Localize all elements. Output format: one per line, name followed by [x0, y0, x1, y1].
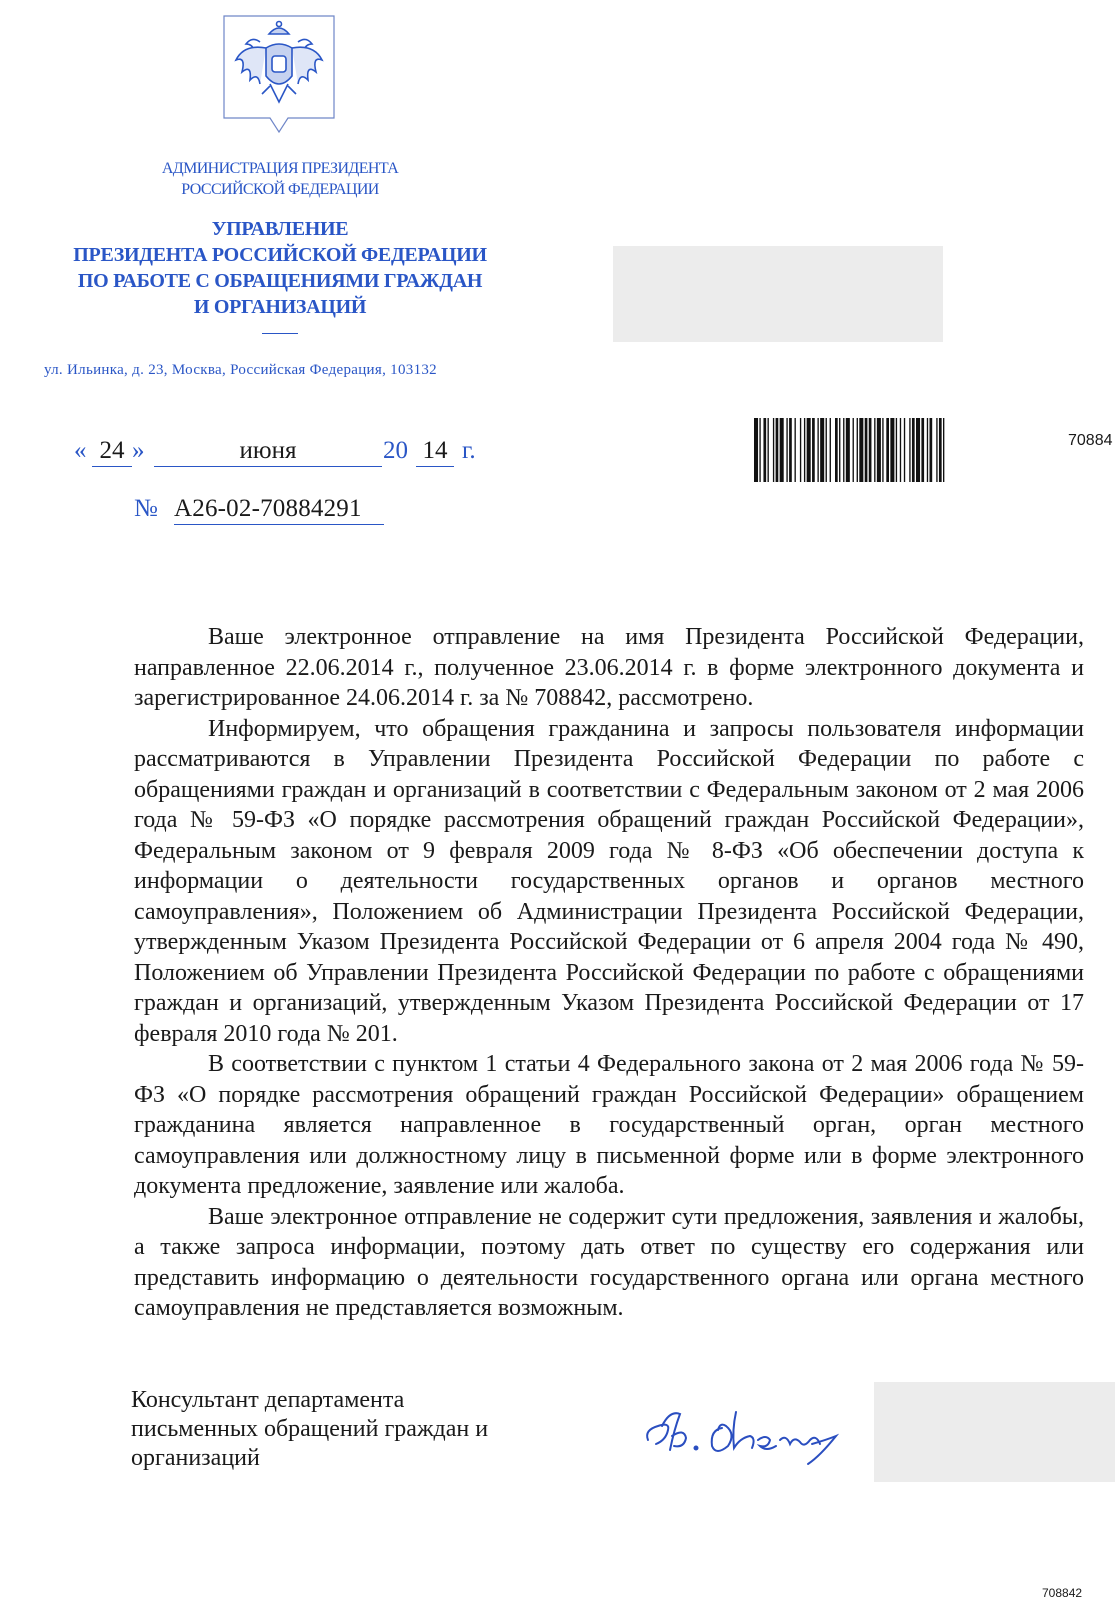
signer-line-2: письменных обращений граждан и	[131, 1416, 489, 1442]
administration-line-2: РОССИЙСКОЙ ФЕДЕРАЦИИ	[181, 181, 379, 198]
date-quote-open: «	[74, 437, 87, 464]
date-year-suffix: 14	[416, 436, 454, 467]
department-line-1: УПРАВЛЕНИЕ	[211, 218, 349, 240]
barcode-number: 70884	[1068, 432, 1113, 449]
body-paragraph: Ваше электронное отправление не содержит сути предложения, заявления и жалобы, а также запроса информации, поэтому дать ответ по существу его содержания или представить информацию о деятельности государственного органа или органа местного самоуправления не представляется возможным.	[134, 1203, 1084, 1321]
department-line-2: ПРЕЗИДЕНТА РОССИЙСКОЙ ФЕДЕРАЦИИ	[73, 244, 487, 266]
date-month: июня	[154, 436, 382, 467]
signer-line-1: Консультант департамента	[131, 1387, 405, 1413]
footer-code: 708842	[1042, 1586, 1083, 1600]
barcode-icon	[754, 418, 1050, 482]
date-day: 24	[92, 436, 132, 467]
department-line-4: И ОРГАНИЗАЦИЙ	[193, 296, 367, 318]
body-paragraph: В соответствии с пунктом 1 статьи 4 Федерального закона от 2 мая 2006 года № 59-ФЗ «О порядке рассмотрения обращений граждан Российской Федерации» обращением гражданина является направленное в государственный орган, орган местного самоуправления или должностному лицу в письменной форме или в форме электронного документа предложение, заявление или жалоба.	[134, 1051, 1084, 1199]
coat-of-arms-icon	[222, 14, 336, 138]
signer-title	[131, 1386, 551, 1473]
date-quote-close: »	[132, 437, 145, 464]
date-year-prefix: 20	[383, 437, 408, 464]
department-name	[60, 216, 500, 320]
reference-number: А26-02-70884291	[174, 494, 384, 525]
body-paragraph: Ваше электронное отправление на имя Президента Российской Федерации, направленное 22.06.2014 г., полученное 23.06.2014 г. в форме электронного документа и зарегистрированное 24.06.2014 г. за № 708842, рассмотрено.	[134, 624, 1084, 711]
reference-number-sign: №	[134, 495, 158, 522]
administration-line-1: АДМИНИСТРАЦИЯ ПРЕЗИДЕНТА	[161, 160, 399, 177]
redacted-signer-name	[874, 1382, 1115, 1482]
letter-body	[134, 622, 1084, 1324]
handwritten-signature-icon	[640, 1400, 850, 1470]
organization-address: ул. Ильинка, д. 23, Москва, Российская Федерация, 103132	[44, 362, 437, 378]
date-year-unit: г.	[462, 437, 476, 464]
signer-line-3: организаций	[131, 1445, 260, 1471]
administration-name	[120, 158, 440, 200]
redacted-recipient-block	[613, 246, 943, 342]
letterhead-divider	[262, 333, 298, 334]
body-paragraph: Информируем, что обращения гражданина и запросы пользователя информации рассматриваются в Управлении Президента Российской Федерации по работе с обращениями граждан и организаций в соответствии с Федеральным законом от 2 мая 2006 года № 59-ФЗ «О порядке рассмотрения обращений граждан Российской Федерации», Федеральным законом от 9 февраля 2009 года № 8-ФЗ «Об обеспечении доступа к информации о деятельности государственных органов и органов местного самоуправления», Положением об Администрации Президента Российской Федерации, утвержденным Указом Президента Российской Федерации от 6 апреля 2004 года № 490, Положением об Управлении Президента Российской Федерации по работе с обращениями граждан и организаций, утвержденным Указом Президента Российской Федерации от 17 февраля 2010 года № 201.	[134, 715, 1084, 1047]
department-line-3: ПО РАБОТЕ С ОБРАЩЕНИЯМИ ГРАЖДАН	[77, 270, 483, 292]
